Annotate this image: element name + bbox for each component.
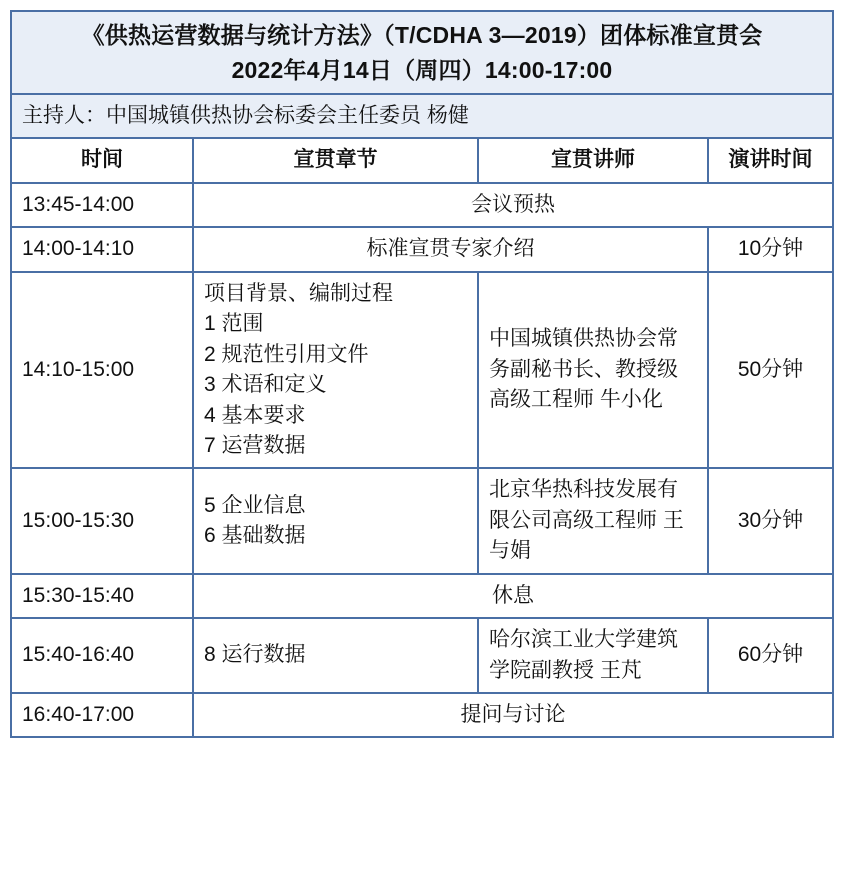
row-duration: 10分钟: [708, 227, 833, 271]
row-merged-text: 休息: [193, 574, 833, 618]
table-row: [11, 183, 833, 227]
column-header-duration: 演讲时间: [708, 138, 833, 182]
row-time: 15:30-15:40: [11, 574, 193, 618]
row-speaker: 哈尔滨工业大学建筑学院副教授 王芃: [478, 618, 708, 693]
row-chapter: 8 运行数据: [193, 618, 478, 693]
row-duration: 60分钟: [708, 618, 833, 693]
table-row: [11, 468, 833, 573]
row-duration: 50分钟: [708, 272, 833, 469]
row-chapter: 5 企业信息 6 基础数据: [193, 468, 478, 573]
host-label: 主持人：中国城镇供热协会标委会主任委员 杨健: [11, 94, 833, 138]
document-title: [11, 11, 833, 94]
row-time: 15:00-15:30: [11, 468, 193, 573]
agenda-table: [10, 10, 834, 738]
column-header-time: 时间: [11, 138, 193, 182]
row-merged-text: 会议预热: [193, 183, 833, 227]
row-duration: 30分钟: [708, 468, 833, 573]
table-header-row: [11, 138, 833, 182]
column-header-speaker: 宣贯讲师: [478, 138, 708, 182]
table-row: [11, 227, 833, 271]
host-row: [11, 94, 833, 138]
table-row: [11, 574, 833, 618]
title-row: [11, 11, 833, 94]
table-row: [11, 272, 833, 469]
row-time: 14:00-14:10: [11, 227, 193, 271]
title-line-2: 2022年4月14日（周四）14:00-17:00: [231, 56, 613, 83]
table-row: [11, 693, 833, 737]
row-speaker: 中国城镇供热协会常务副秘书长、教授级高级工程师 牛小化: [478, 272, 708, 469]
column-header-chapter: 宣贯章节: [193, 138, 478, 182]
row-speaker: 北京华热科技发展有限公司高级工程师 王与娟: [478, 468, 708, 573]
row-merged-text: 提问与讨论: [193, 693, 833, 737]
row-time: 16:40-17:00: [11, 693, 193, 737]
row-time: 13:45-14:00: [11, 183, 193, 227]
row-chapter: 项目背景、编制过程 1 范围 2 规范性引用文件 3 术语和定义 4 基本要求 7 运营数据: [193, 272, 478, 469]
title-line-1: 《供热运营数据与统计方法》（T/CDHA 3—2019）团体标准宣贯会: [81, 22, 763, 48]
row-time: 14:10-15:00: [11, 272, 193, 469]
table-row: [11, 618, 833, 693]
row-time: 15:40-16:40: [11, 618, 193, 693]
row-merged-text: 标准宣贯专家介绍: [193, 227, 708, 271]
